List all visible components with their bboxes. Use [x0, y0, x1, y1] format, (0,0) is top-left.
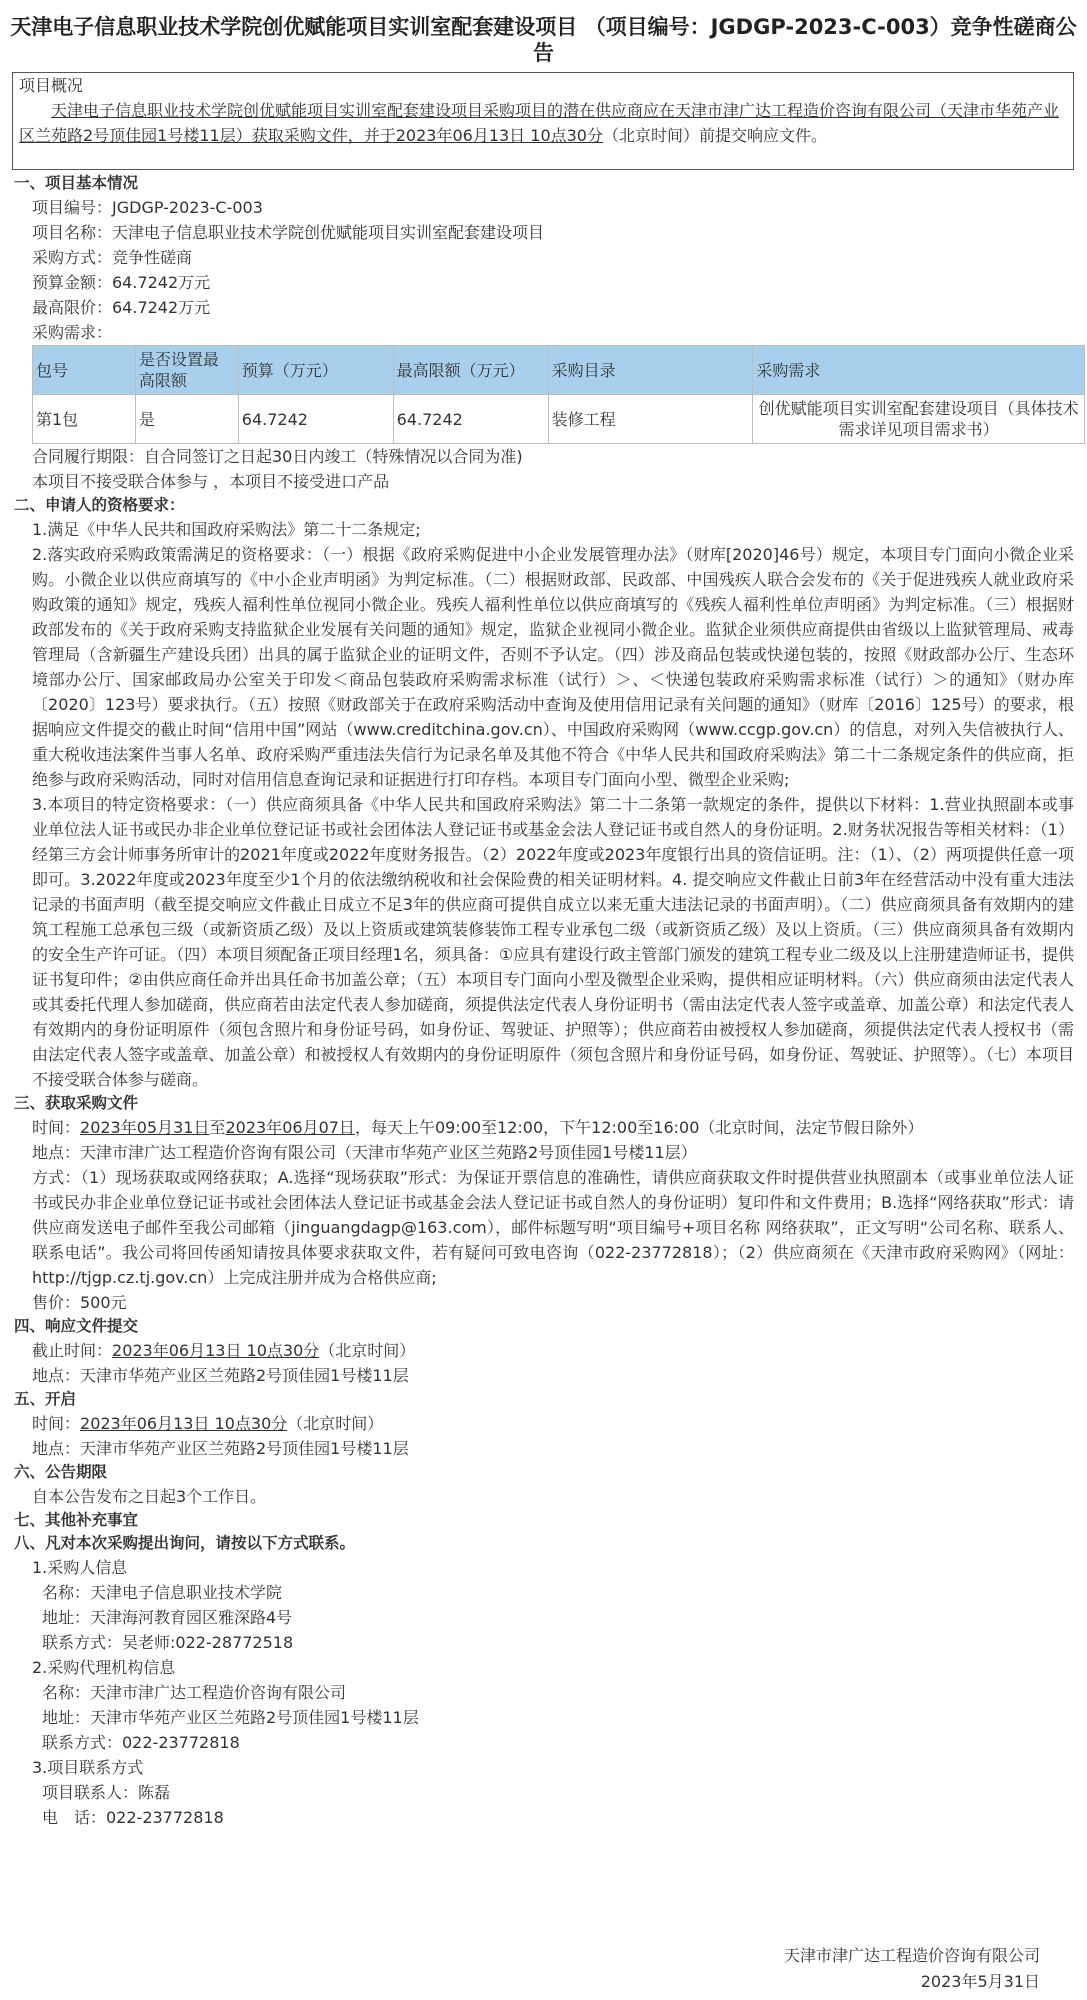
opening-time	[14, 1411, 1074, 1436]
buyer-title: 1.采购人信息	[32, 1558, 128, 1577]
signature-date: 2023年5月31日	[920, 1972, 1040, 1991]
obtain-time	[14, 1115, 1074, 1140]
table-cell: 是	[135, 395, 238, 444]
obtain-place: 地点：天津市津广达工程造价咨询有限公司（天津市华苑产业区兰苑路2号顶佳园1号楼11层）	[32, 1143, 697, 1162]
agency-contact: 联系方式：022-23772818	[42, 1733, 240, 1752]
overview-body	[19, 98, 1067, 148]
signature-org: 天津市津广达工程造价咨询有限公司	[783, 1946, 1040, 1965]
document-price: 售价：500元	[32, 1293, 127, 1312]
agency-title: 2.采购代理机构信息	[32, 1658, 176, 1677]
submission-place: 地点：天津市华苑产业区兰苑路2号顶佳园1号楼11层	[32, 1366, 409, 1385]
consortium-note: 本项目不接受联合体参与 ，本项目不接受进口产品	[32, 472, 390, 491]
table-header-cell: 最高限额（万元）	[393, 346, 548, 395]
qualification-2: 2.落实政府采购政策需满足的资格要求：（一）根据《政府采购促进中小企业发展管理办法》（财库[2020]46号）规定，本项目专门面向小微企业采购。小微企业以供应商填写的《中小企业声明函》为判定标准。（二）根据财政部、民政部、中国残疾人联合会发布的《关于促进残疾人就业政府采购政策的通知》规定，残疾人福利性单位视同小微企业。残疾人福利性单位以供应商填写的《残疾人福利性单位声明函》为判定标准。（三）根据财政部发布的《关于政府采购支持监狱企业发展有关问题的通知》规定，监狱企业视同小微企业。监狱企业须供应商提供由省级以上监狱管理局、戒毒管理局（含新疆生产建设兵团）出具的属于监狱企业的证明文件，否则不予认定。（四）涉及商品包装或快递包装的，按照《财政部办公厅、生态环境部办公厅、国家邮政局办公室关于印发＜商品包装政府采购需求标准（试行）＞、＜快递包装政府采购需求标准（试行）＞的通知》（财办库〔2020〕123号）要求执行。（五）按照《财政部关于在政府采购活动中查询及使用信用记录有关问题的通知》（财库〔2016〕125号）的要求，根据响应文件提交的截止时间“信用中国”网站（www.creditchina.gov.cn）、中国政府采购网（www.ccgp.gov.cn）的信息，对列入失信被执行人、重大税收违法案件当事人名单、政府采购严重违法失信行为记录名单及其他不符合《中华人民共和国政府采购法》第二十二条规定条件的供应商，拒绝参与政府采购活动，同时对信用信息查询记录和证据进行打印存档。本项目专门面向小型、微型企业采购;	[32, 545, 1074, 789]
section-heading-notice-period: 六、公告期限	[14, 1463, 108, 1481]
obtain-time-end: 2023年06月07日	[225, 1118, 355, 1137]
obtain-time-label: 时间：	[32, 1118, 81, 1137]
project-contact-phone: 电 话：022-23772818	[42, 1808, 224, 1827]
section-heading-obtain-documents: 三、获取采购文件	[14, 1094, 139, 1112]
table-cell: 64.7242	[238, 395, 393, 444]
procurement-method: 采购方式：竞争性磋商	[32, 248, 193, 267]
section-heading-basic-info: 一、项目基本情况	[14, 174, 139, 192]
table-cell: 创优赋能项目实训室配套建设项目（具体技术需求详见项目需求书）	[753, 395, 1085, 444]
section-heading-qualifications: 二、申请人的资格要求：	[14, 496, 185, 514]
agency-address: 地址：天津市华苑产业区兰苑路2号顶佳园1号楼11层	[42, 1708, 419, 1727]
table-cell: 装修工程	[548, 395, 753, 444]
obtain-time-to: 至	[209, 1118, 226, 1137]
submission-deadline-label: 截止时间：	[32, 1341, 113, 1360]
buyer-address: 地址：天津海河教育园区雅深路4号	[42, 1608, 293, 1627]
section-heading-submission: 四、响应文件提交	[14, 1317, 139, 1335]
table-header-cell: 采购需求	[753, 346, 1085, 395]
page-title: 天津电子信息职业技术学院创优赋能项目实训室配套建设项目 （项目编号：JGDGP-2023-C-003）竞争性磋商公告	[10, 15, 1077, 65]
demand-label: 采购需求：	[32, 323, 113, 342]
announcement-content	[14, 172, 1079, 1830]
obtain-time-start: 2023年05月31日	[80, 1118, 210, 1137]
qualification-3: 3.本项目的特定资格要求：（一）供应商须具备《中华人民共和国政府采购法》第二十二条第一款规定的条件，提供以下材料：1.营业执照副本或事业单位法人证书或民办非企业单位登记证书或社会团体法人登记证书或基金会法人登记证书或自然人的身份证明。2.财务状况报告等相关材料：（1）经第三方会计师事务所审计的2021年度或2022年度财务报告。（2）2022年度或2023年度银行出具的资信证明。注：（1）、（2）两项提供任意一项即可。3.2022年度或2023年度至少1个月的依法缴纳税收和社会保险费的相关证明材料。4. 提交响应文件截止日前3年在经营活动中没有重大违法记录的书面声明（截至提交响应文件截止日成立不足3年的供应商可提供自成立以来无重大违法记录的书面声明）。（二）供应商须具备有效期内的建筑工程施工总承包三级（或新资质乙级）及以上资质或建筑装修装饰工程专业承包二级（或新资质乙级）及以上资质。（三）供应商须具备有效期内的安全生产许可证。（四）本项目须配备正项目经理1名，须具备：①应具有建设行政主管部门颁发的建筑工程专业二级及以上注册建造师证书，提供证书复印件；②由供应商任命并出具任命书加盖公章；（五）本项目专门面向小型及微型企业采购，提供相应证明材料。（六）供应商须由法定代表人或其委托代理人参加磋商，供应商若由法定代表人参加磋商，须提供法定代表人身份证明书（需由法定代表人签字或盖章、加盖公章）和法定代表人有效期内的身份证明原件（须包含照片和身份证号码，如身份证、驾驶证、护照等）；供应商若由被授权人参加磋商，须提供法定代表人授权书（需由法定代表人签字或盖章、加盖公章）和被授权人有效期内的身份证明原件（须包含照片和身份证号码，如身份证、驾驶证、护照等）。（七）本项目不接受联合体参与磋商。	[32, 795, 1074, 1089]
overview-text-part2: （北京时间）前提交响应文件。	[602, 126, 827, 145]
submission-deadline	[14, 1338, 1074, 1363]
overview-deadline: 2023年06月13日 10点30分	[395, 126, 603, 145]
section-heading-contact: 八、凡对本次采购提出询问，请按以下方式联系。	[14, 1534, 356, 1552]
table-header-row	[33, 346, 1085, 395]
overview-box	[12, 72, 1074, 170]
notice-period-text: 自本公告发布之日起3个工作日。	[32, 1487, 267, 1506]
submission-deadline-value: 2023年06月13日 10点30分	[112, 1341, 320, 1360]
project-contact-title: 3.项目联系方式	[32, 1758, 144, 1777]
section-heading-other: 七、其他补充事宜	[14, 1511, 139, 1529]
table-header-cell: 采购目录	[548, 346, 753, 395]
obtain-time-rest: ，每天上午09:00至12:00，下午12:00至16:00（北京时间，法定节假日除外）	[354, 1118, 924, 1137]
qualification-1: 1.满足《中华人民共和国政府采购法》第二十二条规定;	[32, 520, 421, 539]
table-header-cell: 包号	[33, 346, 136, 395]
project-name: 项目名称：天津电子信息职业技术学院创优赋能项目实训室配套建设项目	[32, 223, 545, 242]
project-number: 项目编号：JGDGP-2023-C-003	[32, 198, 263, 217]
opening-time-label: 时间：	[32, 1414, 81, 1433]
overview-text-part1: 天津电子信息职业技术学院创优赋能项目实训室配套建设项目采购项目的潜在供应商应在天津市津广达工程造价咨询有限公司（天津市华苑产业区兰苑路2号顶佳园1号楼11层）获取采购文件，并于	[19, 101, 1060, 145]
table-cell: 第1包	[33, 395, 136, 444]
demand-table	[32, 345, 1085, 444]
agency-name: 名称：天津市津广达工程造价咨询有限公司	[42, 1683, 347, 1702]
overview-heading: 项目概况	[19, 76, 84, 95]
project-contact-person: 项目联系人：陈磊	[42, 1783, 171, 1802]
opening-place: 地点：天津市华苑产业区兰苑路2号顶佳园1号楼11层	[32, 1439, 409, 1458]
submission-deadline-tz: （北京时间）	[319, 1341, 416, 1360]
obtain-method: 方式：（1）现场获取或网络获取；A.选择“现场获取”形式：为保证开票信息的准确性，请供应商获取文件时提供营业执照副本（或事业单位法人证书或民办非企业单位登记证书或社会团体法人登记证书或基金会法人登记证书或自然人的身份证明）复印件和文件费用；B.选择“网络获取”形式：请供应商发送电子邮件至我公司邮箱（jinguangdagp@163.com），邮件标题写明“项目编号+项目名称 网络获取”，正文写明“公司名称、联系人、联系电话”。我公司将回传函知请按具体要求获取文件，若有疑问可致电咨询（022-23772818）；（2）供应商须在《天津市政府采购网》（网址：http://tjgp.cz.tj.gov.cn）上完成注册并成为合格供应商;	[32, 1168, 1074, 1287]
buyer-name: 名称：天津电子信息职业技术学院	[42, 1583, 283, 1602]
section-heading-opening: 五、开启	[14, 1390, 77, 1408]
table-header-cell: 是否设置最高限额	[135, 346, 238, 395]
table-cell: 64.7242	[393, 395, 548, 444]
buyer-contact: 联系方式：吴老师:022-28772518	[42, 1633, 294, 1652]
opening-time-tz: （北京时间）	[287, 1414, 384, 1433]
table-header-cell: 预算（万元）	[238, 346, 393, 395]
table-row	[33, 395, 1085, 444]
max-price: 最高限价：64.7242万元	[32, 298, 211, 317]
budget-amount: 预算金额：64.7242万元	[32, 273, 211, 292]
opening-time-value: 2023年06月13日 10点30分	[80, 1414, 288, 1433]
contract-period: 合同履行期限：自合同签订之日起30日内竣工（特殊情况以合同为准)	[32, 447, 523, 466]
